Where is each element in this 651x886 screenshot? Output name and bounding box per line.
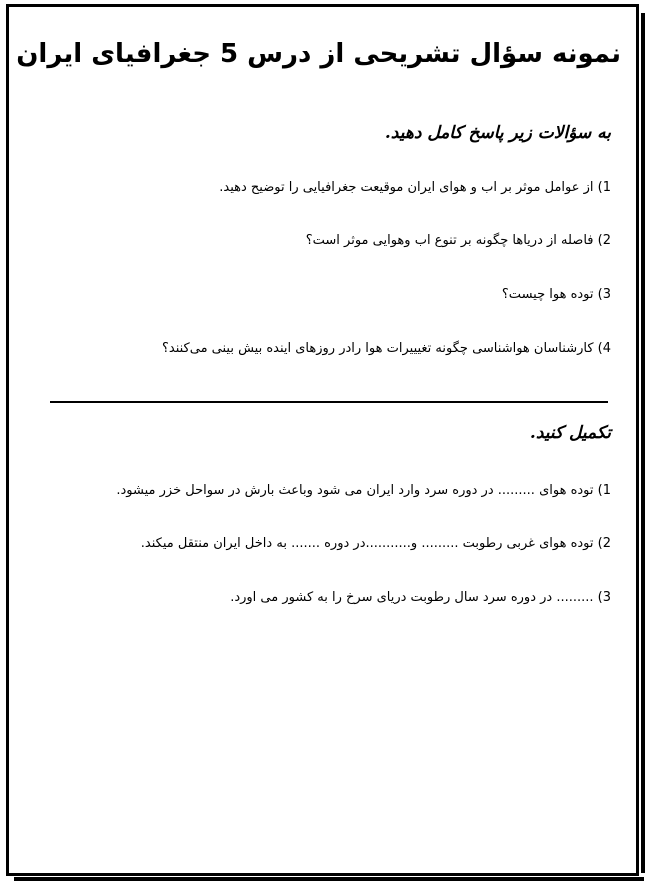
page-border-shadow xyxy=(14,877,644,881)
question-item: 2) فاصله از دریاها چگونه بر تنوع اب وهوایی موثر است؟ xyxy=(305,233,611,248)
fill-in-item: 3) ......... در دوره سرد سال رطوبت دریای سرخ را به کشور می اورد. xyxy=(230,590,611,605)
question-item: 1) از عوامل موثر بر اب و هوای ایران موقیعت جغرافیایی را توضیح دهید. xyxy=(219,180,611,195)
section-heading-descriptive: به سؤالات زیر پاسخ کامل دهید. xyxy=(384,123,611,143)
fill-in-item: 1) توده هوای ......... در دوره سرد وارد ایران می شود وباعث بارش در سواحل خزر میشود. xyxy=(116,483,611,498)
fill-in-item: 2) توده هوای غربی رطوبت ......... و...........در دوره ....... به داخل ایران منتقل میکند. xyxy=(140,536,611,551)
page-title: نمونه سؤال تشریحی از درس 5 جغرافیای ایران xyxy=(16,39,621,69)
question-item: 4) کارشناسان هواشناسی چگونه تغیییرات هوا رادر روزهای اینده بیش بینی می‌کنند؟ xyxy=(161,341,611,356)
section-heading-completion: تکمیل کنید. xyxy=(529,423,611,443)
question-item: 3) توده هوا چیست؟ xyxy=(501,287,611,302)
section-divider xyxy=(50,401,608,403)
